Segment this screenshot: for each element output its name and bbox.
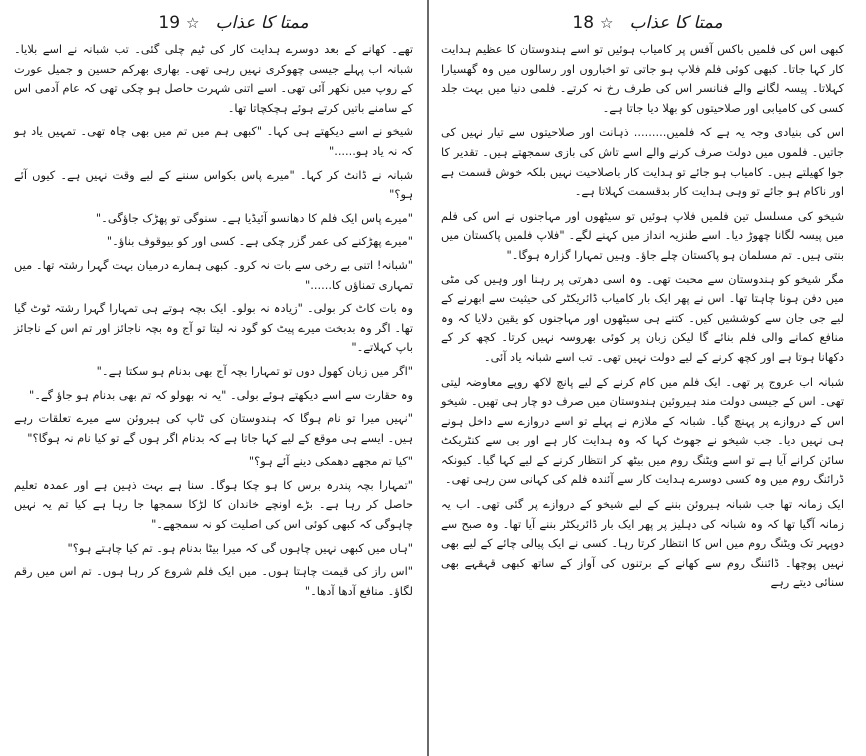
running-title: ممتا کا عذاب bbox=[215, 13, 309, 33]
paragraph: "اگر میں زبان کھول دوں تو تمہارا بچہ آج بھی بدنام ہو سکتا ہے۔" bbox=[96, 363, 413, 378]
paragraph: شبانہ نے ڈانٹ کر کہا۔ "میرے پاس بکواس سننے کے لیے وقت نہیں ہے۔ کیوں آئے ہو؟" bbox=[14, 167, 413, 202]
paragraph: "شبانہ! اتنی بے رخی سے بات نہ کرو۔ کبھی ہمارے درمیان بہت گہرا رشتہ تھا۔ میں تمہاری تمناؤں کا......" bbox=[14, 257, 413, 292]
paragraph: "ہاں میں کبھی نہیں چاہوں گی کہ میرا بیٹا بدنام ہو۔ تم کیا چاہتے ہو؟" bbox=[67, 540, 413, 555]
page-header bbox=[14, 6, 413, 40]
page-number: 18 bbox=[572, 13, 595, 33]
page-body bbox=[14, 40, 413, 601]
paragraph: "نہیں میرا تو نام ہوگا کہ ہندوستان کی ٹاپ کی ہیروئن سے میرے تعلقات رہے ہیں۔ ایسے ہی موقع کے لیے کہا جاتا ہے کہ بدنام اگر ہوں گے تو کیا نام نہ ہوگا؟" bbox=[14, 411, 413, 445]
paragraph: "میرے پھڑکنے کی عمر گزر چکی ہے۔ کسی اور کو بیوقوف بناؤ۔" bbox=[106, 234, 413, 249]
paragraph: مگر شیخو کو ہندوستان سے محبت تھی۔ وہ اسی دھرتی پر رہنا اور وہیں کی مٹی میں دفن ہونا چاہتا تھا۔ اس نے پھر ایک بار کامیاب ڈائریکٹر کی حیثیت سے ابھرنے کے لیے جی جان سے کوششیں کیں۔ کتنے ہی سیٹھوں اور مہاجنوں کو یقین دلایا کہ وہ منافع کمانے والی فلم بنائے گا لیکن زبان پر کوئی بھروسہ نہیں کرتا۔ کچھ کر کے دکھانا ہوتا ہے اور کچھ کرنے کے لیے دولت نہیں تھی۔ تب اسے شبانہ یاد آئی۔ bbox=[441, 271, 844, 364]
paragraph: شبانہ اب عروج پر تھی۔ ایک فلم میں کام کرنے کے لیے پانچ لاکھ روپے معاوضہ لیتی تھی۔ اس کے جیسی دولت مند ہیروئین ہندوستان میں صرف دو چار ہی تھیں۔ شیخو اس کے دروازے پر پہنچ گیا۔ شبانہ کے ملازم نے پہلے تو اسے دروازے سے داخل ہونے ہی نہیں دیا۔ جب شیخو نے جھوٹ کہا کہ وہ ہدایت کار ہے اور بی سے کنٹریکٹ سائن کرانے آیا ہے تو اسے ویٹنگ روم میں بیٹھ کر انتظار کرنے کے لیے کہا گیا۔ کیونکہ ڈرائنگ روم میں وہ کسی دوسرے ہدایت کار سے آئندہ فلم کی کہانی سن رہی تھی۔ bbox=[441, 374, 844, 487]
paragraph: "اس راز کی قیمت چاہتا ہوں۔ میں ایک فلم شروع کر رہا ہوں۔ تم اس میں رقم لگاؤ۔ منافع آدھا آدھا۔" bbox=[14, 564, 413, 598]
paragraph: وہ حقارت سے اسے دیکھتے ہوئے بولی۔ "یہ نہ بھولو کہ تم بھی بدنام ہو جاؤ گے۔" bbox=[29, 387, 413, 402]
left-page bbox=[0, 0, 425, 756]
paragraph: "میرے پاس ایک فلم کا دھانسو آئیڈیا ہے۔ سنوگی تو پھڑک جاؤگی۔" bbox=[95, 210, 413, 225]
page-header bbox=[441, 6, 844, 40]
paragraph: اس کی بنیادی وجہ یہ ہے کہ فلمیں......... ذہانت اور صلاحیتوں سے تیار نہیں کی جاتیں۔ فلموں میں دولت صرف کرنے والے اسے تاش کی بازی سمجھتے ہیں۔ تقدیر کا جوا کھیلتے ہیں۔ کامیاب ہو جائے تو ہدایت کار باصلاحیت نہیں بلکہ خوش قسمت ہے اور ناکام ہو جائے تو وہی ہدایت کار بدقسمت کہلاتا ہے۔ bbox=[441, 125, 844, 199]
paragraph: "کیا تم مجھے دھمکی دینے آئے ہو؟" bbox=[248, 454, 413, 469]
star-icon: ☆ bbox=[600, 14, 614, 32]
paragraph: تھے۔ کھانے کے بعد دوسرے ہدایت کار کی ٹیم چلی گئی۔ تب شبانہ نے اسے بلایا۔ شبانہ اب پہلے جیسی چھوکری نہیں رہی تھی۔ بھاری بھرکم حسین و جمیل عورت کے روپ میں نکھر آئی تھی۔ اسے اتنی شہرت حاصل ہو چکی تھی کہ عام آدمی اس کے سامنے باتیں کرتے ہوئے ہچکچاتا تھا۔ bbox=[14, 42, 413, 115]
paragraph: وہ بات کاٹ کر بولی۔ "زیادہ نہ بولو۔ ایک بچہ ہوتے ہی تمہارا گہرا رشتہ ٹوٹ گیا تھا۔ اگر وہ بدبخت میرے پیٹ کو گود نہ لیتا تو آج وہ بچہ ناجائز اور تم اس کے ناجائز باپ کہلاتے۔" bbox=[14, 301, 413, 355]
page-body bbox=[441, 40, 844, 593]
star-icon: ☆ bbox=[186, 14, 200, 32]
paragraph: کبھی اس کی فلمیں باکس آفس پر کامیاب ہوئیں تو اسے ہندوستان کا عظیم ہدایت کار کہا جاتا۔ کبھی کوئی فلم فلاپ ہو جاتی تو اخباروں اور رسالوں میں وہ گھسیارا کہلاتا۔ پیسہ لگانے والے فنانسر اس کی طرف رخ نہ کرتے۔ فلمی دنیا میں بہت جلد کسی کی کامیابی اور صلاحیتوں کو بھلا دیا جاتا ہے۔ bbox=[441, 42, 844, 115]
right-page bbox=[433, 0, 858, 756]
running-title: ممتا کا عذاب bbox=[629, 13, 723, 33]
paragraph: شیخو کی مسلسل تین فلمیں فلاپ ہوئیں تو سیٹھوں اور مہاجنوں نے اس کی فلم میں پیسہ لگانا چھوڑ دیا۔ اسے طنزیہ انداز میں کہنے لگے۔ "فلاپ فلمیں پاکستان میں بنتی ہیں۔ تم مسلمان ہو پاکستان چلے جاؤ۔ وہیں تمہارا گزارہ ہوگا۔" bbox=[441, 208, 844, 262]
paragraph: "تمہارا بچہ پندرہ برس کا ہو چکا ہوگا۔ سنا ہے بہت ذہین ہے اور عمدہ تعلیم حاصل کر رہا ہے۔ بڑے اونچے خاندان کا لڑکا سمجھا جا رہا ہے کیا تم یہ نہیں چاہوگی کہ کبھی کوئی اس کی اصلیت کو نہ سمجھے۔" bbox=[14, 477, 413, 532]
page-number: 19 bbox=[158, 13, 181, 33]
paragraph: شیخو نے اسے دیکھتے ہی کہا۔ "کبھی ہم میں تم میں بھی چاہ تھی۔ تمہیں یاد ہو کہ نہ یاد ہو......" bbox=[14, 124, 413, 158]
paragraph: ایک زمانہ تھا جب شبانہ ہیروئن بننے کے لیے شیخو کے دروازے پر گئی تھی۔ اب یہ زمانہ آگیا تھا کہ وہ شبانہ کی دہلیز پر پھر ایک بار ڈائریکٹر بننے آیا تھا۔ وہ صبح سے دوپہر تک ویٹنگ روم میں اس کا انتظار کرتا رہا۔ کسی نے ایک پیالی چائے کے لیے بھی نہیں پوچھا۔ ڈائننگ روم سے کھانے کے برتنوں کی آواز کے ساتھ کبھی قہقہے بھی سنائی دیتے رہے bbox=[441, 497, 844, 590]
page-gutter bbox=[427, 0, 429, 756]
